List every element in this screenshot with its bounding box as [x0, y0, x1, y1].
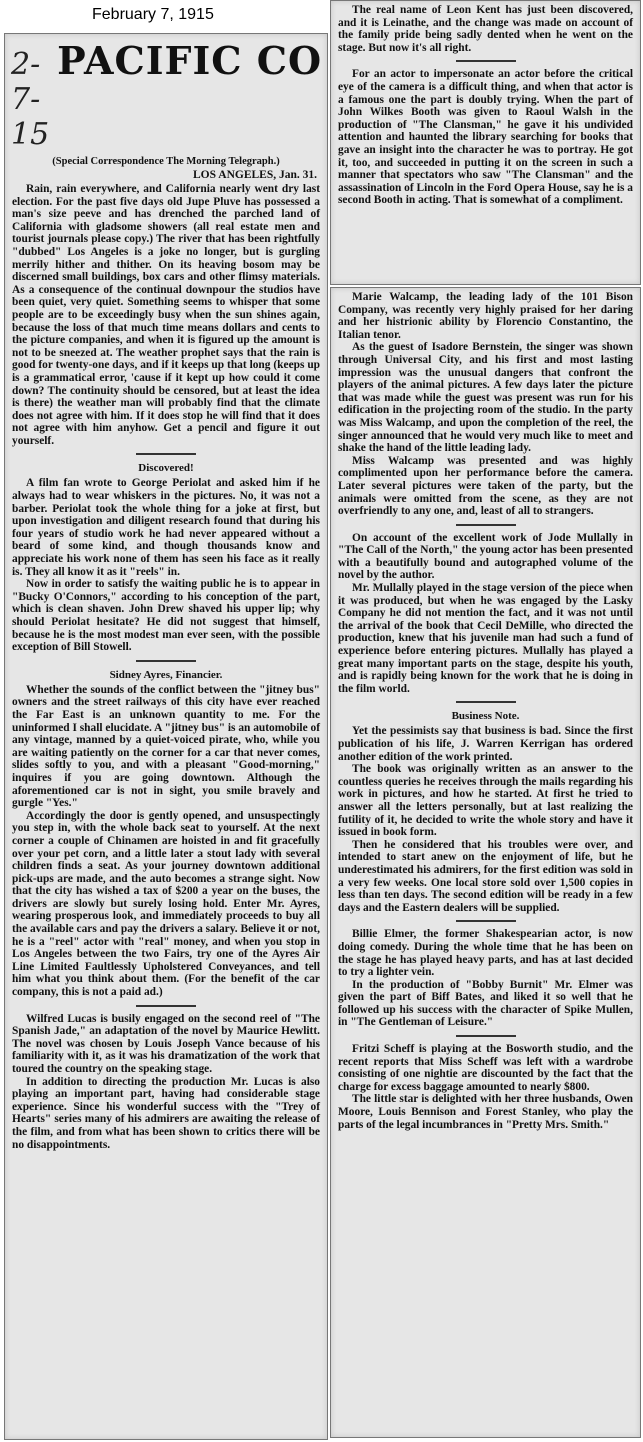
article-text [12, 1013, 320, 1152]
paragraph: Now in order to satisfy the waiting public he is to appear in "Bucky O'Connors," according to his conception of the part, which is clean shaven. John Drew shaved his upper lip; why should Periolat hesitate? He did not suggest that himself, because he is the most modest man ever seen, with the possible exception of Bill Stowell. [12, 578, 320, 654]
article-text [338, 1043, 633, 1131]
masthead-title: PACIFIC CO [57, 38, 323, 83]
paragraph: The book was originally written as an answer to the countless queries he receives through the mails regarding his work in pictures, and how he started. At first he tried to answer all the letters personally, but at last realizing the futility of it, he decided to write the whole story and have it issued in book form. [338, 763, 633, 839]
article-text [338, 928, 633, 1029]
paragraph: Accordingly the door is gently opened, and unsuspectingly you step in, with the whole back seat to yourself. At the next corner a couple of Chinamen are hoisted in and fit gracefully over your pet corn, and a little later a stout lady with several children finds a seat. As your journey downtown additional pick-ups are made, and the auto becomes a strange sight. Now that the city has wished a tax of $200 a year on the buses, the drivers are slowly but surely losing hold. Enter Mr. Ayres, wearing prosperous look, and immediately proceeds to buy all the available cars and pay the drivers a salary. Believe it or not, he is a "reel" actor with "real" money, and when you stop in Los Angeles between the two Fairs, try one of the Ayres Air Line Limited Faultlessly Upholstered Conveyances, and tell him what you think about them. (For the benefit of the car company, this is not a paid ad.) [12, 809, 320, 999]
paragraph: Rain, rain everywhere, and California nearly went dry last election. For the past five days old Jupe Pluve has possessed a man's size peeve and has drenched the parched land of California with gladsome showers (all real estate men and tourist journals please copy.) The river that has been rightfully "dubbed" Los Angeles is a joke no longer, but is gurgling merrily hither and thither. On its heaving bosom may be discerned small buildings, box cars and other flimsy materials. As a consequence of the continual downpour the studios have been quiet, very quiet. Something seems to whisper that some people are to be exceedingly busy when the sun shines again, because the loss of that much time means dollars and cents to the picture companies, and when it is figured up the amount is not to be sneezed at. The weather prophet says that the rain is good for twenty-one days, and if it keeps up that long (keeps up is a grammatical error, 'cause if it kept up how could it come down? The continuity should be censored, but at least the idea is there) the weather man will probably find that the climate does not agree with him. If it does stop he will find that it does not agree with him anyhow. Get a pencil and figure it out yourself. [12, 183, 320, 447]
section-heading: Business Note. [451, 710, 520, 723]
paragraph: A film fan wrote to George Periolat and asked him if he always had to wear whiskers in the pictures. No, it was not a barber. Periolat took the whole thing for a joke at first, but upon investigation and diligent research found that during his four years of studio work he had never appeared without a beard of some kind, and though thousands know and appreciate his work none of them has seen his face as it really is. They all know it as it "reels" in. [12, 477, 320, 578]
paragraph: On account of the excellent work of Jode Mullally in "The Call of the North," the young actor has been presented with a beautifully bound and autographed volume of the novel by the author. [338, 531, 633, 582]
paragraph: The little star is delighted with her three husbands, Owen Moore, Louis Bennison and Forest Stanley, who play the parts of the legal incumbrances in "Pretty Mrs. Smith." [338, 1093, 633, 1131]
paragraph: Then he considered that his troubles were over, and intended to start anew on the enjoyment of life, but he underestimated his admirers, for the first edition was sold in a very few weeks. One local store sold over 1,500 copies in less than ten days. The second edition will be ready in a few days and the Eastern dealers will be supplied. [338, 838, 633, 914]
paragraph: As the guest of Isadore Bernstein, the singer was shown through Universal City, and his first and most lasting impression was the unusual dangers that confront the players of the animal pictures. A few days later the picture that was made while the guest was present was run for his edification in the projecting room of the studio. In the party was Miss Walcamp, and upon the completion of the reel, the singer announced that he would very much like to meet and shake the hand of the little leading lady. [338, 341, 633, 455]
byline: LOS ANGELES, Jan. 31. [193, 169, 317, 181]
article-text [12, 477, 320, 653]
handwritten-date: 2-7-15 [11, 47, 50, 152]
divider [456, 524, 516, 526]
article-text [338, 291, 633, 518]
left-clipping [4, 33, 328, 1440]
masthead [5, 34, 327, 154]
section-heading: Discovered! [138, 462, 194, 475]
paragraph: Whether the sounds of the conflict between the "jitney bus" owners and the street railways of this city have ever reached the Far East is an unknown quantity to me. For the uninformed I shall elucidate. A "jitney bus" is an automobile of any vintage, manned by a quiet-voiced pirate, who, while you are waiting patiently on the corner for a car that never comes, slides softly to you, and with a pleasant "Good-morning," inquires if you are going downtown. Although the aforementioned car is not in sight, you smile bravely and gurgle "Yes." [12, 683, 320, 810]
dateline: (Special Correspondence The Morning Telegraph.) [52, 156, 280, 167]
paragraph: Miss Walcamp was presented and was highly complimented upon her performance before the camera. Later several pictures were taken of the party, but the animals were omitted from the scene, as they are not overfriendly to any one, and, least of all to strangers. [338, 454, 633, 518]
paragraph: In addition to directing the production Mr. Lucas is also playing an important part, having had considerable stage experience. Since his wonderful success with the "Trey of Hearts" series many of his admirers are awaiting the release of the film, and from what has been shown to critics there will be no disappointments. [12, 1075, 320, 1151]
clipping-date: February 7, 1915 [92, 6, 214, 23]
paragraph: Wilfred Lucas is busily engaged on the second reel of "The Spanish Jade," an adaptation of the novel by Maurice Hewlitt. The novel was chosen by Louis Joseph Vance because of his familiarity with it, as it was his dramatization of the work that toured the country on the speaking stage. [12, 1012, 320, 1075]
paragraph: Yet the pessimists say that business is bad. Since the first publication of his life, J. Warren Kerrigan has ordered another edition of the work printed. [338, 725, 633, 763]
divider [456, 1035, 516, 1037]
divider [136, 453, 196, 455]
article-text [338, 532, 633, 696]
right-bottom-clipping [330, 287, 641, 1438]
paragraph: Billie Elmer, the former Shakespearian actor, is now doing comedy. During the whole time that he has been on the stage he has played heavy parts, and has at last decided to try a lighter vein. [338, 928, 633, 979]
paragraph: Mr. Mullally played in the stage version of the piece when it was produced, but when he was engaged by the Lasky Company he did not mention the fact, and it was not until the arrival of the book that Cecil DeMille, who directed the production, knew that his juvenile man had such a fund of experience before entering pictures. Mullally has played a great many important parts on the stage, despite his youth, and is rapidly being known for the work that he is doing in the film world. [338, 582, 633, 695]
paragraph: Marie Walcamp, the leading lady of the 101 Bison Company, was recently very highly praised for her daring and her histrionic ability by Florencio Constantino, the Italian tenor. [338, 291, 633, 341]
divider [456, 701, 516, 703]
paragraph: For an actor to impersonate an actor before the critical eye of the camera is a difficult thing, and when that actor is a famous one the part is doubly trying. When the part of John Wilkes Booth was given to Raoul Walsh in the production of "The Clansman," he gave it his undivided attention and haunted the library searching for books that gave an insight into the character he was to portray. He got it, too, and succeeded in putting it on the screen in such a manner that spectators who saw "The Clansman" and the assassination of Lincoln in the Ford Opera House, say he is a second Booth in acting. That is somewhat of a compliment. [338, 68, 633, 207]
right-top-clipping [330, 0, 641, 285]
divider [136, 1005, 196, 1007]
paragraph: The real name of Leon Kent has just been discovered, and it is Leinathe, and the change was made on account of the family pride being sadly dented when he went on the stage. But now it's all right. [338, 4, 633, 54]
intro-text [12, 183, 320, 447]
article-text [338, 68, 633, 207]
section-heading: Sidney Ayres, Financier. [109, 668, 223, 681]
paragraph: Fritzi Scheff is playing at the Bosworth studio, and the recent reports that Miss Scheff was left with a wardrobe consisting of one nightie are discounted by the fact that the charge for excess baggage amounted to nearly $800. [338, 1043, 633, 1093]
divider [456, 60, 516, 62]
divider [456, 920, 516, 922]
article-text [338, 725, 633, 914]
article-text [12, 684, 320, 999]
paragraph: In the production of "Bobby Burnit" Mr. Elmer was given the part of Biff Bates, and liked it so well that he followed up his success with the character of Spike Mullen, in "The Gentleman of Leisure." [338, 978, 633, 1029]
divider [136, 660, 196, 662]
article-text [338, 4, 633, 54]
